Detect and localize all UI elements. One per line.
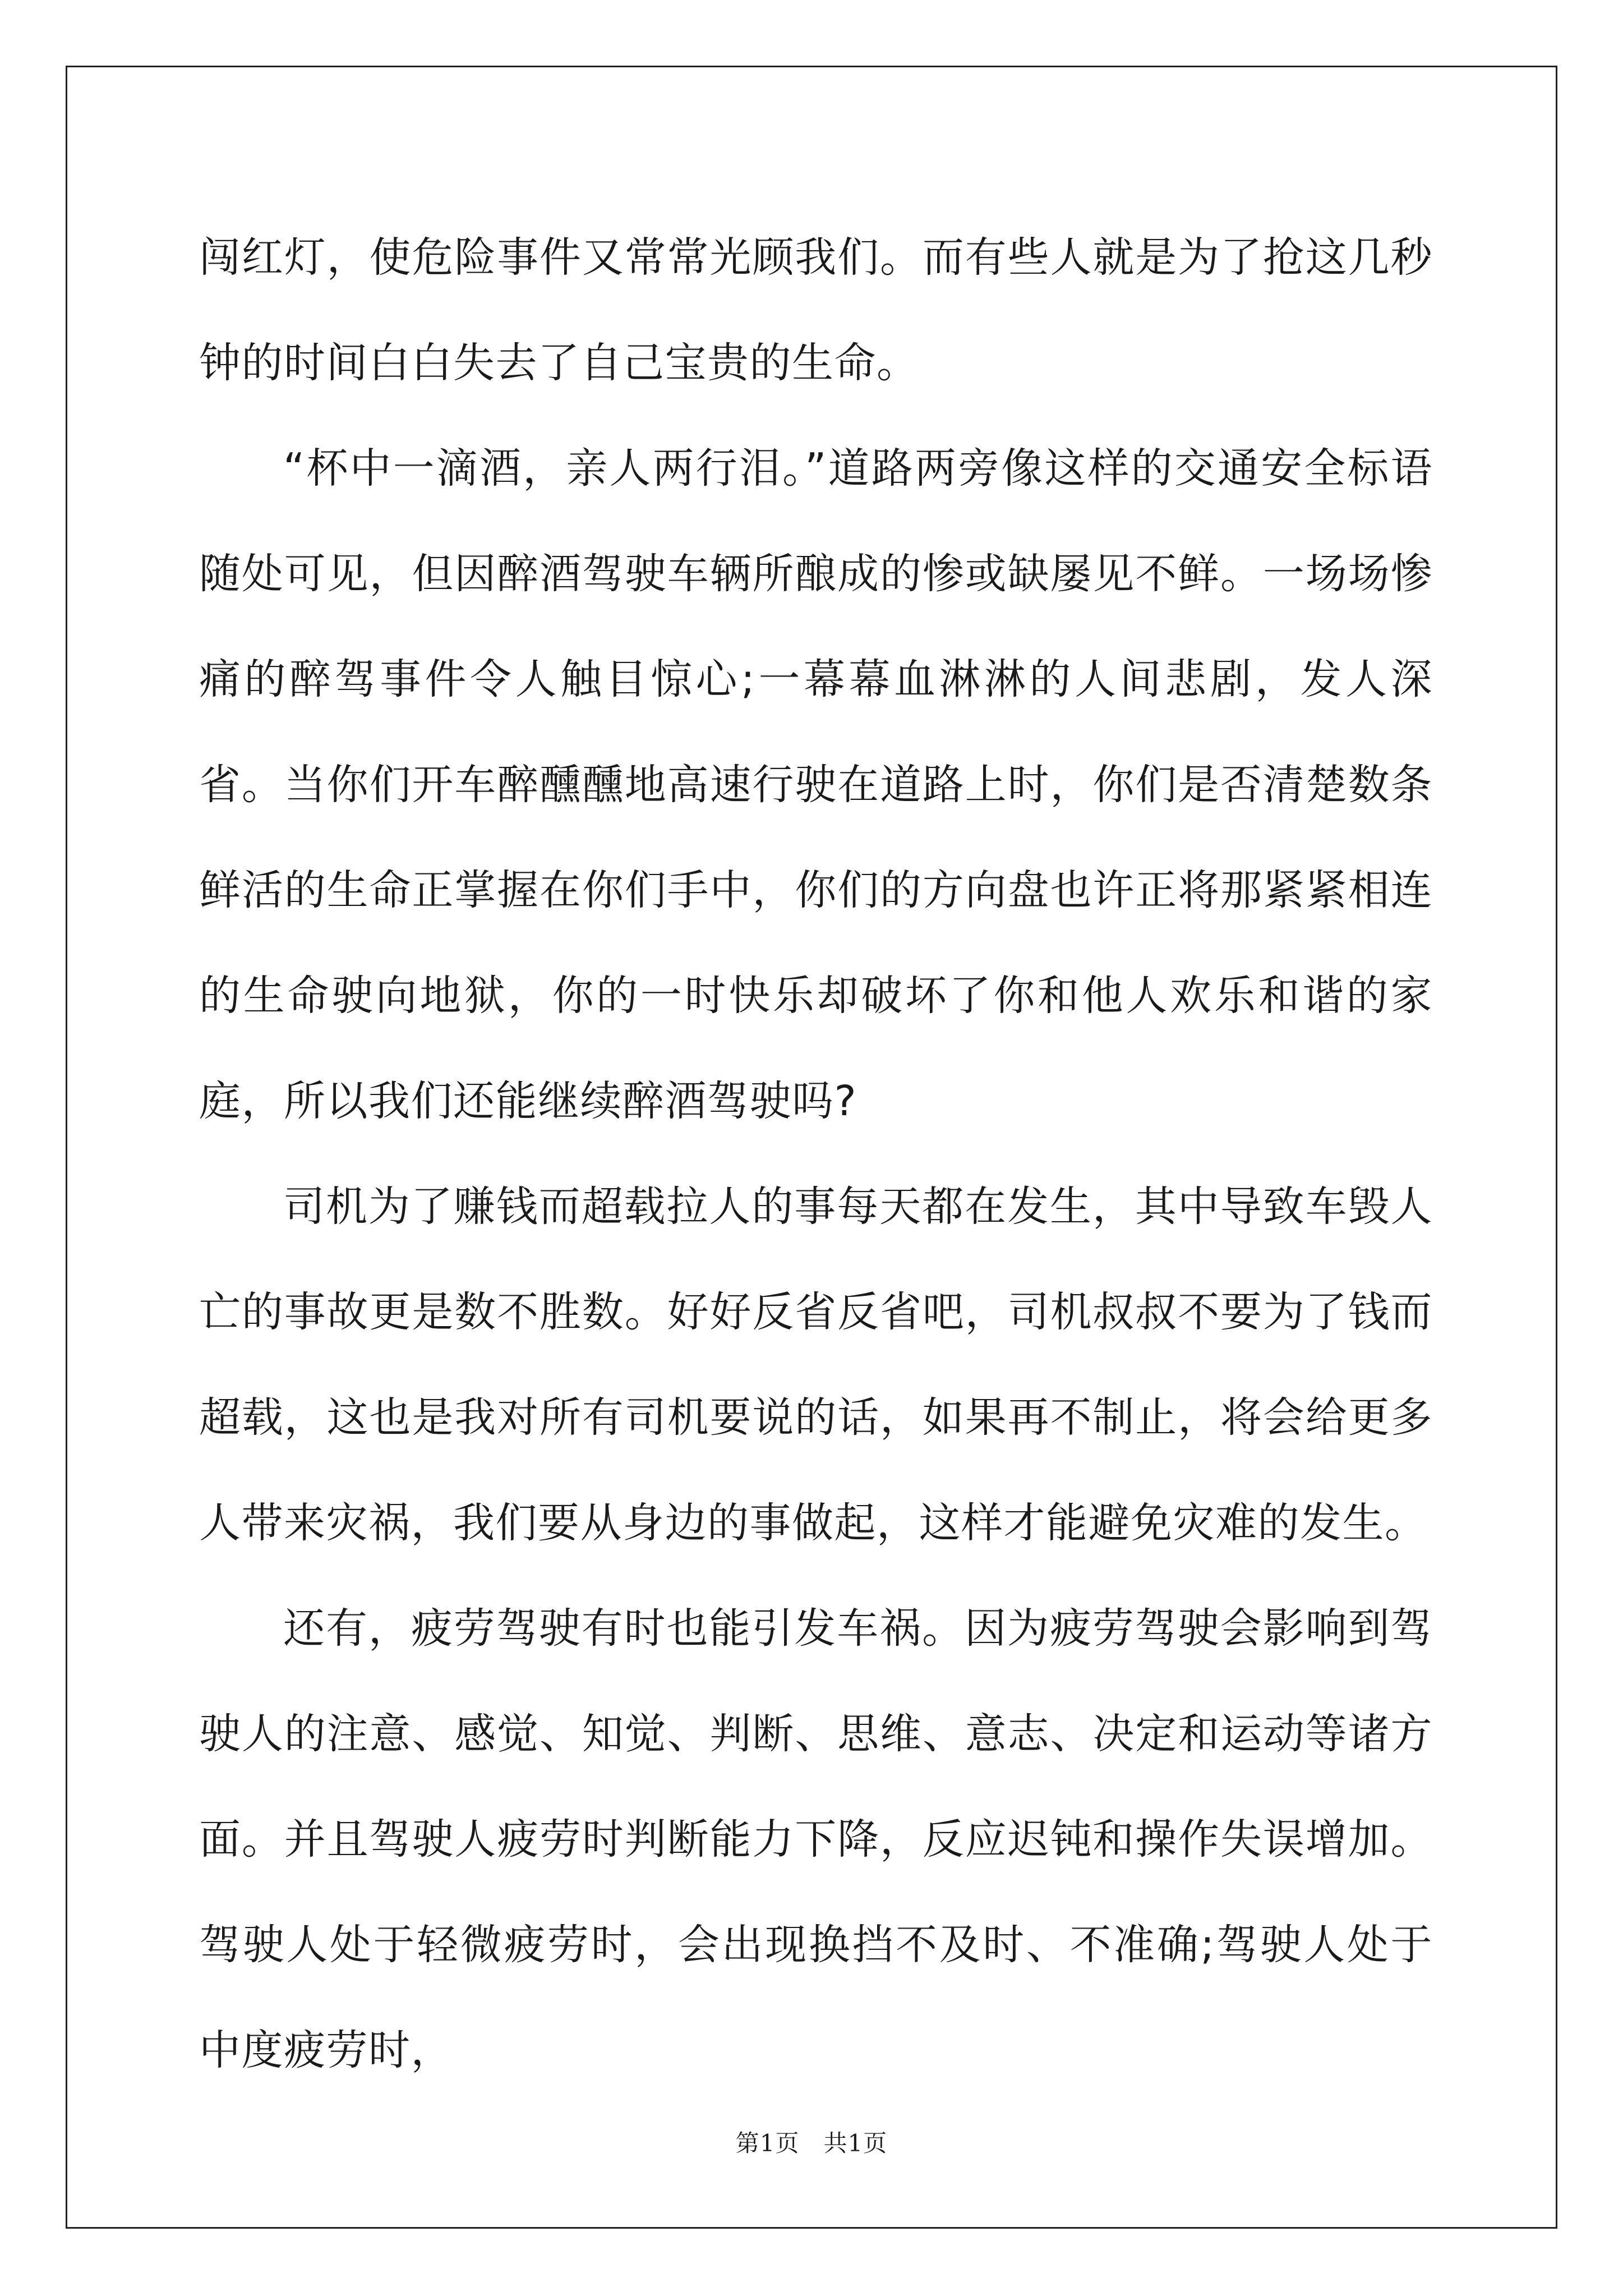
paragraph-4: 还有，疲劳驾驶有时也能引发车祸。因为疲劳驾驶会影响到驾驶人的注意、感觉、知觉、判断、思维、意志、决定和运动等诸方面。并且驾驶人疲劳时判断能力下降，反应迟钝和操作失误增加。驾驶人处于轻微疲劳时，会出现换挡不及时、不准确;驾驶人处于中度疲劳时， — [199, 1604, 1433, 2074]
paragraph-3: 司机为了赚钱而超载拉人的事每天都在发生，其中导致车毁人亡的事故更是数不胜数。好好反省反省吧，司机叔叔不要为了钱而超载，这也是我对所有司机要说的话，如果再不制止，将会给更多人带来灾祸，我们要从身边的事做起，这样才能避免灾难的发生。 — [199, 1182, 1433, 1547]
paragraph-1: 闯红灯，使危险事件又常常光顾我们。而有些人就是为了抢这几秒钟的时间白白失去了自己宝贵的生命。 — [199, 233, 1433, 387]
document-body — [199, 205, 1433, 2103]
page-number-footer: 第1页 共1页 — [735, 2129, 888, 2157]
paragraph-2: “杯中一滴酒，亲人两行泪。”道路两旁像这样的交通安全标语随处可见，但因醉酒驾驶车辆所酿成的惨或缺屡见不鲜。一场场惨痛的醉驾事件令人触目惊心;一幕幕血淋淋的人间悲剧，发人深省。当你们开车醉醺醺地高速行驶在道路上时，你们是否清楚数条鲜活的生命正掌握在你们手中，你们的方向盘也许正将那紧紧相连的生命驶向地狱，你的一时快乐却破坏了你和他人欢乐和谐的家庭，所以我们还能继续醉酒驾驶吗? — [199, 444, 1433, 1125]
